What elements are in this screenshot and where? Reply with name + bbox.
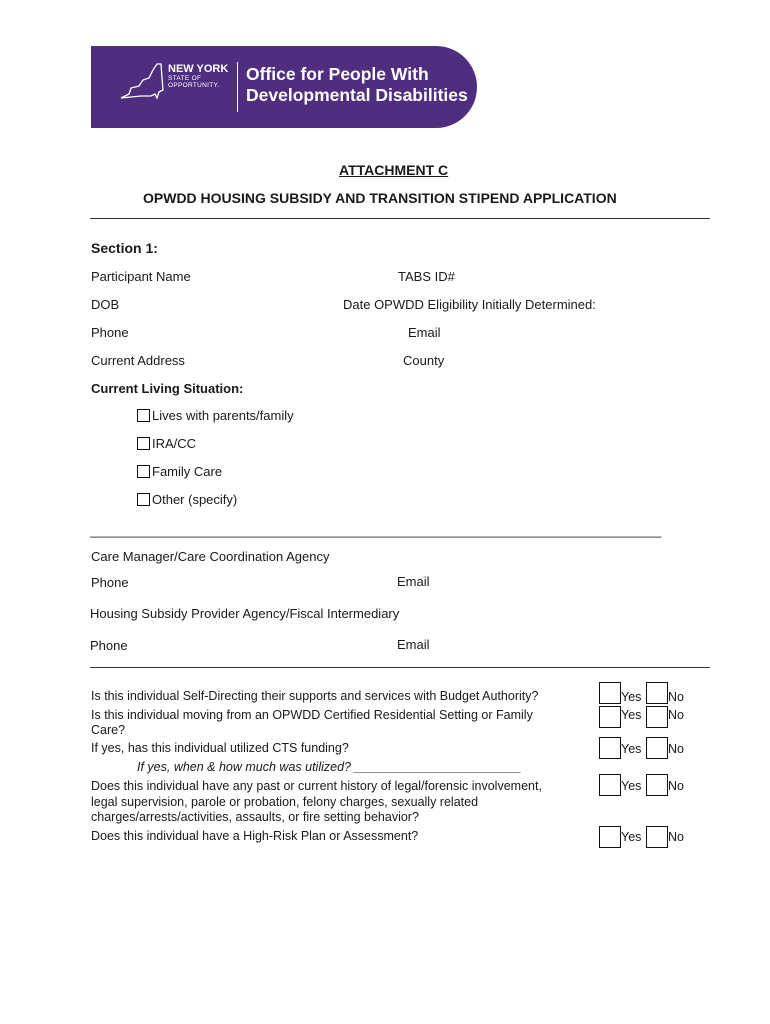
nys-wordmark <box>168 64 228 89</box>
opwdd-logo <box>91 46 477 128</box>
yes-label: Yes <box>621 830 642 844</box>
no-label: No <box>668 708 684 722</box>
no-label: No <box>668 690 684 704</box>
eligibility-date-label: Date OPWDD Eligibility Initially Determined: <box>343 297 596 312</box>
office-line1: Office for People With <box>246 64 429 84</box>
question-certified-setting-cont: Care? <box>91 723 126 737</box>
living-option-checkbox[interactable] <box>137 465 150 478</box>
tabs-id-label: TABS ID# <box>398 269 455 284</box>
header-rule <box>90 218 710 219</box>
yes-label: Yes <box>621 742 642 756</box>
other-specify-line[interactable]: _______________________________________________________________________________ <box>90 523 662 538</box>
living-option-checkbox[interactable] <box>137 409 150 422</box>
no-label: No <box>668 830 684 844</box>
yes-label: Yes <box>621 779 642 793</box>
no-checkbox[interactable] <box>646 826 668 848</box>
question-high-risk: Does this individual have a High-Risk Plan or Assessment? <box>91 829 419 843</box>
form-title: OPWDD HOUSING SUBSIDY AND TRANSITION STIPEND APPLICATION <box>143 190 617 206</box>
cts-followup-field[interactable]: If yes, when & how much was utilized? ________________________ <box>137 760 522 774</box>
section-heading: Section 1: <box>91 240 158 256</box>
question-legal-history-cont2: charges/arrests/activities, assaults, or fire setting behavior? <box>91 810 419 824</box>
new-york-state-map-icon <box>119 58 165 104</box>
living-option-label: Lives with parents/family <box>152 408 294 423</box>
no-label: No <box>668 742 684 756</box>
living-option-checkbox[interactable] <box>137 493 150 506</box>
phone-label: Phone <box>91 325 129 340</box>
question-self-directing: Is this individual Self-Directing their supports and services with Budget Authority? <box>91 689 539 703</box>
office-line2: Developmental Disabilities <box>246 85 468 105</box>
nys-line2: STATE OF <box>168 75 202 82</box>
yes-label: Yes <box>621 708 642 722</box>
nys-line3: OPPORTUNITY. <box>168 82 220 89</box>
yes-checkbox[interactable] <box>599 774 621 796</box>
living-option-label: Other (specify) <box>152 492 238 507</box>
housing-provider-label: Housing Subsidy Provider Agency/Fiscal Intermediary <box>90 606 400 621</box>
living-option-checkbox[interactable] <box>137 437 150 450</box>
question-legal-history-cont1: legal supervision, parole or probation, felony charges, sexually related <box>91 795 479 809</box>
yes-checkbox[interactable] <box>599 706 621 728</box>
yes-checkbox[interactable] <box>599 826 621 848</box>
yes-checkbox[interactable] <box>599 682 621 704</box>
logo-divider <box>237 62 238 112</box>
housing-provider-email-label: Email <box>397 637 430 652</box>
no-label: No <box>668 779 684 793</box>
yes-label: Yes <box>621 690 642 704</box>
email-label: Email <box>408 325 441 340</box>
no-checkbox[interactable] <box>646 682 668 704</box>
question-cts-funding: If yes, has this individual utilized CTS funding? <box>91 741 349 755</box>
question-certified-setting: Is this individual moving from an OPWDD Certified Residential Setting or Family <box>91 708 533 722</box>
county-label: County <box>403 353 445 368</box>
section-rule <box>90 667 710 668</box>
no-checkbox[interactable] <box>646 706 668 728</box>
care-manager-label: Care Manager/Care Coordination Agency <box>91 549 330 564</box>
attachment-heading: ATTACHMENT C <box>339 162 449 178</box>
living-option-label: IRA/CC <box>152 436 197 451</box>
yes-checkbox[interactable] <box>599 737 621 759</box>
participant-name-label: Participant Name <box>91 269 191 284</box>
living-situation-heading: Current Living Situation: <box>91 381 244 396</box>
care-manager-phone-label: Phone <box>91 575 129 590</box>
dob-label: DOB <box>91 297 120 312</box>
office-name <box>246 64 468 106</box>
no-checkbox[interactable] <box>646 774 668 796</box>
living-option-label: Family Care <box>152 464 223 479</box>
care-manager-email-label: Email <box>397 574 430 589</box>
nys-line1: NEW YORK <box>168 63 229 75</box>
no-checkbox[interactable] <box>646 737 668 759</box>
current-address-label: Current Address <box>91 353 185 368</box>
question-legal-history: Does this individual have any past or current history of legal/forensic involvement, <box>91 779 542 793</box>
housing-provider-phone-label: Phone <box>90 638 128 653</box>
